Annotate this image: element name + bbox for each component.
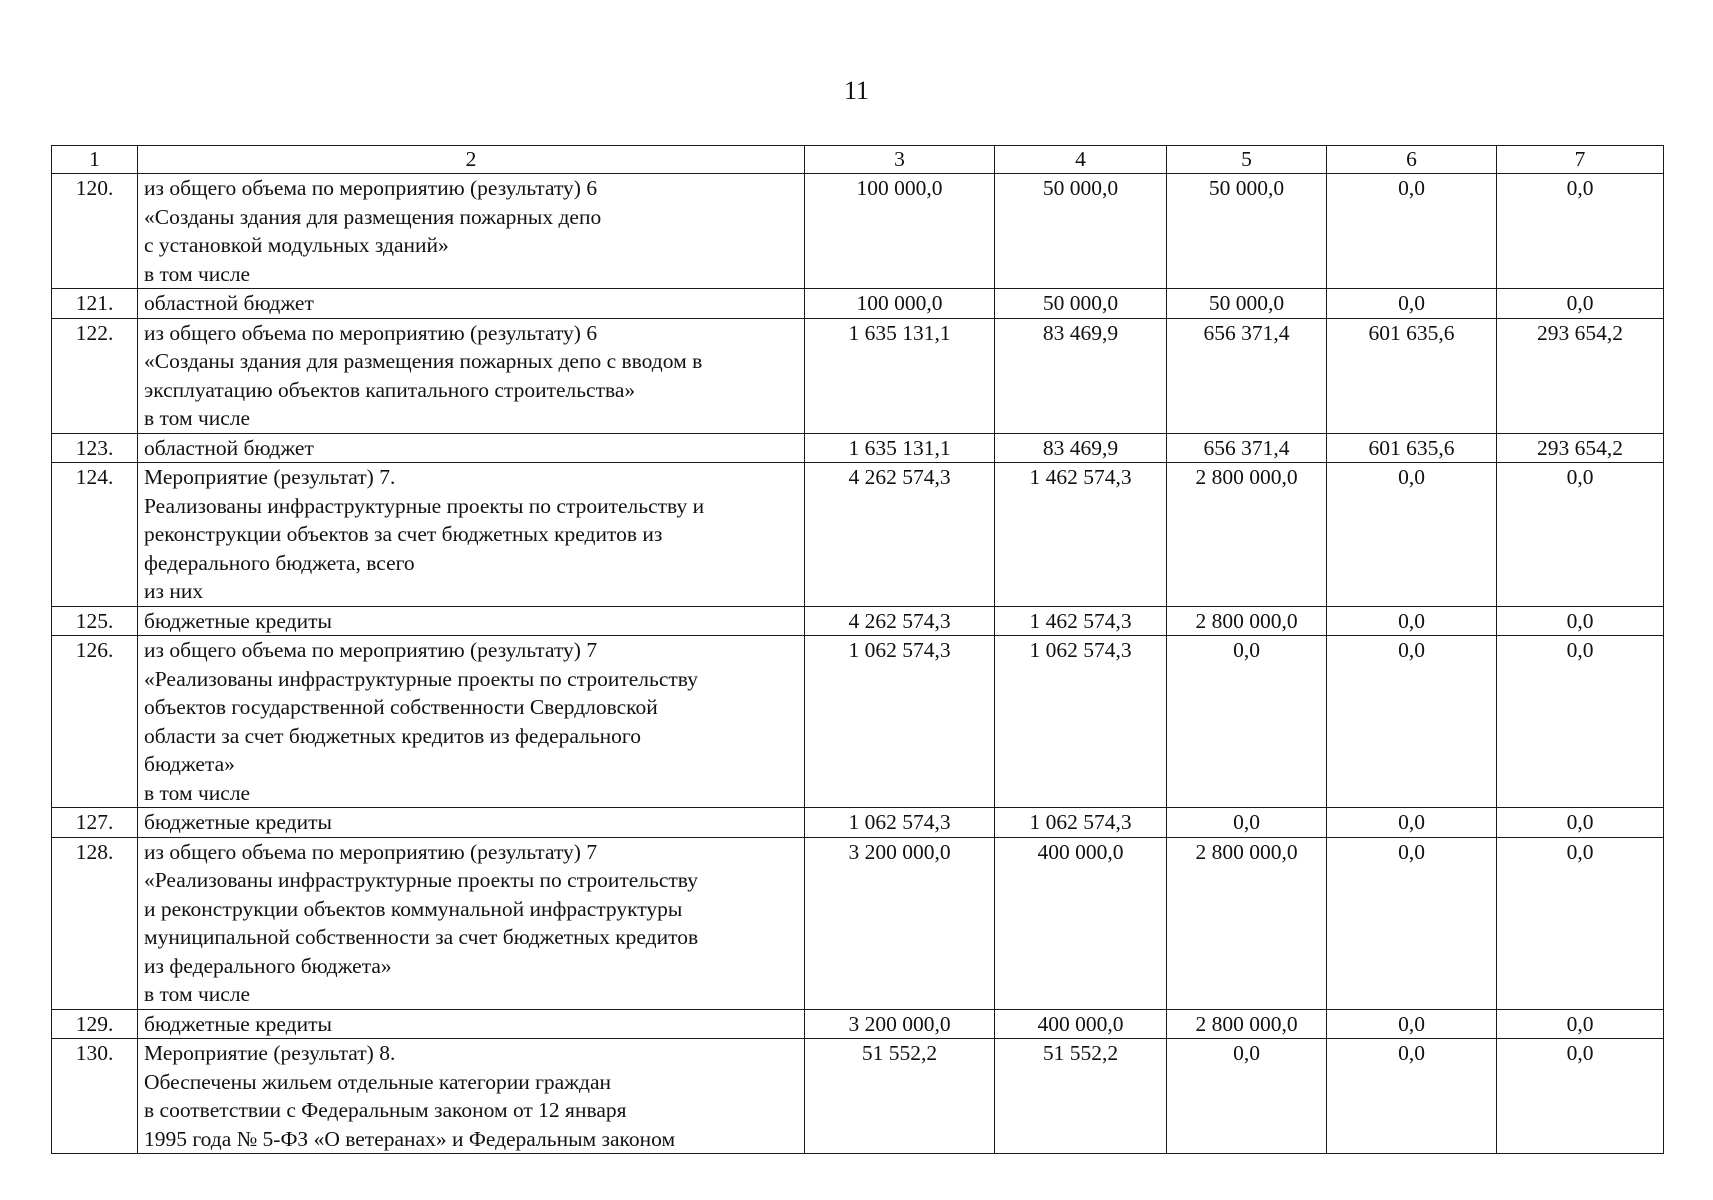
- header-col-7: 7: [1497, 146, 1664, 174]
- value-col-5: 656 371,4: [1167, 318, 1327, 433]
- value-col-5: 50 000,0: [1167, 174, 1327, 289]
- table-row: [52, 636, 1664, 808]
- table-row: [52, 463, 1664, 607]
- row-number: 126.: [52, 636, 138, 808]
- header-col-1: 1: [52, 146, 138, 174]
- row-number: 121.: [52, 289, 138, 319]
- row-number: 128.: [52, 837, 138, 1009]
- header-col-5: 5: [1167, 146, 1327, 174]
- value-col-3: 3 200 000,0: [805, 1009, 995, 1039]
- value-col-4: 1 462 574,3: [995, 463, 1167, 607]
- value-col-7: 0,0: [1497, 289, 1664, 319]
- value-col-4: 400 000,0: [995, 837, 1167, 1009]
- value-col-3: 100 000,0: [805, 289, 995, 319]
- value-col-3: 1 635 131,1: [805, 318, 995, 433]
- value-col-7: 0,0: [1497, 606, 1664, 636]
- value-col-5: 2 800 000,0: [1167, 463, 1327, 607]
- value-col-4: 83 469,9: [995, 318, 1167, 433]
- value-col-5: 0,0: [1167, 636, 1327, 808]
- row-number: 120.: [52, 174, 138, 289]
- table-row: [52, 433, 1664, 463]
- header-col-2: 2: [138, 146, 805, 174]
- value-col-3: 100 000,0: [805, 174, 995, 289]
- value-col-7: 0,0: [1497, 808, 1664, 838]
- table-row: [52, 1039, 1664, 1154]
- value-col-6: 0,0: [1327, 289, 1497, 319]
- value-col-6: 0,0: [1327, 606, 1497, 636]
- value-col-7: 293 654,2: [1497, 433, 1664, 463]
- value-col-4: 1 062 574,3: [995, 808, 1167, 838]
- value-col-7: 0,0: [1497, 636, 1664, 808]
- row-description: областной бюджет: [138, 289, 805, 319]
- value-col-4: 1 462 574,3: [995, 606, 1167, 636]
- value-col-3: 1 062 574,3: [805, 808, 995, 838]
- value-col-5: 0,0: [1167, 1039, 1327, 1154]
- row-description: из общего объема по мероприятию (результату) 7 «Реализованы инфраструктурные проекты по строительству и реконструкции объектов коммунальной инфраструктуры муниципальной собственности за счет бюджетных кредитов из федерального бюджета» в том числе: [138, 837, 805, 1009]
- value-col-3: 4 262 574,3: [805, 463, 995, 607]
- row-number: 129.: [52, 1009, 138, 1039]
- table-row: [52, 808, 1664, 838]
- value-col-4: 50 000,0: [995, 289, 1167, 319]
- value-col-7: 293 654,2: [1497, 318, 1664, 433]
- value-col-4: 400 000,0: [995, 1009, 1167, 1039]
- value-col-4: 51 552,2: [995, 1039, 1167, 1154]
- value-col-7: 0,0: [1497, 837, 1664, 1009]
- row-description: Мероприятие (результат) 8. Обеспечены жильем отдельные категории граждан в соответствии с Федеральным законом от 12 января 1995 года № 5-ФЗ «О ветеранах» и Федеральным законом: [138, 1039, 805, 1154]
- value-col-6: 0,0: [1327, 1009, 1497, 1039]
- value-col-7: 0,0: [1497, 174, 1664, 289]
- table-row: [52, 318, 1664, 433]
- value-col-3: 3 200 000,0: [805, 837, 995, 1009]
- value-col-6: 0,0: [1327, 636, 1497, 808]
- value-col-6: 0,0: [1327, 174, 1497, 289]
- value-col-6: 601 635,6: [1327, 433, 1497, 463]
- table-row: [52, 606, 1664, 636]
- value-col-5: 2 800 000,0: [1167, 837, 1327, 1009]
- value-col-6: 0,0: [1327, 837, 1497, 1009]
- row-number: 123.: [52, 433, 138, 463]
- value-col-5: 2 800 000,0: [1167, 1009, 1327, 1039]
- value-col-5: 0,0: [1167, 808, 1327, 838]
- value-col-3: 1 062 574,3: [805, 636, 995, 808]
- value-col-5: 50 000,0: [1167, 289, 1327, 319]
- row-number: 125.: [52, 606, 138, 636]
- header-col-6: 6: [1327, 146, 1497, 174]
- value-col-7: 0,0: [1497, 463, 1664, 607]
- value-col-4: 1 062 574,3: [995, 636, 1167, 808]
- page-number: 11: [843, 76, 870, 105]
- table-row: [52, 174, 1664, 289]
- header-col-4: 4: [995, 146, 1167, 174]
- value-col-6: 601 635,6: [1327, 318, 1497, 433]
- value-col-7: 0,0: [1497, 1009, 1664, 1039]
- value-col-6: 0,0: [1327, 463, 1497, 607]
- table-row: [52, 289, 1664, 319]
- row-description: из общего объема по мероприятию (результату) 6 «Созданы здания для размещения пожарных депо с установкой модульных зданий» в том числе: [138, 174, 805, 289]
- value-col-6: 0,0: [1327, 1039, 1497, 1154]
- row-description: областной бюджет: [138, 433, 805, 463]
- row-number: 124.: [52, 463, 138, 607]
- value-col-3: 1 635 131,1: [805, 433, 995, 463]
- row-number: 122.: [52, 318, 138, 433]
- row-description: из общего объема по мероприятию (результату) 7 «Реализованы инфраструктурные проекты по строительству объектов государственной собственности Свердловской области за счет бюджетных кредитов из федерального бюджета» в том числе: [138, 636, 805, 808]
- table-row: [52, 837, 1664, 1009]
- value-col-7: 0,0: [1497, 1039, 1664, 1154]
- row-description: бюджетные кредиты: [138, 606, 805, 636]
- value-col-6: 0,0: [1327, 808, 1497, 838]
- value-col-4: 83 469,9: [995, 433, 1167, 463]
- row-number: 130.: [52, 1039, 138, 1154]
- row-description: из общего объема по мероприятию (результату) 6 «Созданы здания для размещения пожарных депо с вводом в эксплуатацию объектов капитального строительства» в том числе: [138, 318, 805, 433]
- header-col-3: 3: [805, 146, 995, 174]
- header-row: [52, 146, 1664, 174]
- table-row: [52, 1009, 1664, 1039]
- value-col-5: 656 371,4: [1167, 433, 1327, 463]
- row-description: Мероприятие (результат) 7. Реализованы инфраструктурные проекты по строительству и реконструкции объектов за счет бюджетных кредитов из федерального бюджета, всего из них: [138, 463, 805, 607]
- value-col-5: 2 800 000,0: [1167, 606, 1327, 636]
- row-number: 127.: [52, 808, 138, 838]
- row-description: бюджетные кредиты: [138, 1009, 805, 1039]
- budget-table: [51, 145, 1664, 1154]
- row-description: бюджетные кредиты: [138, 808, 805, 838]
- value-col-4: 50 000,0: [995, 174, 1167, 289]
- value-col-3: 4 262 574,3: [805, 606, 995, 636]
- value-col-3: 51 552,2: [805, 1039, 995, 1154]
